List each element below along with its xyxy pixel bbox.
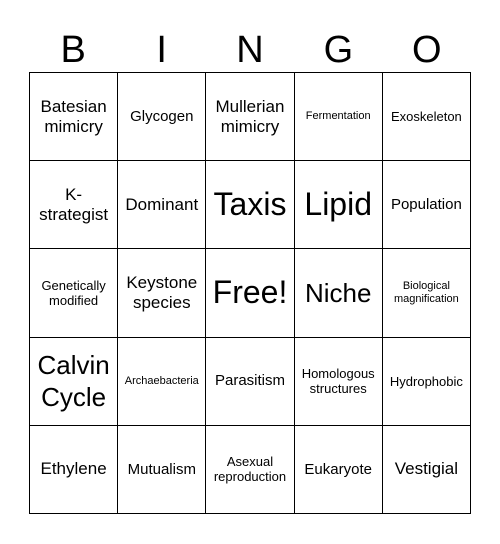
bingo-header <box>29 28 471 72</box>
header-letter-n: N <box>236 29 264 71</box>
bingo-cell[interactable]: Vestigial <box>383 426 471 514</box>
bingo-cell[interactable]: Keystone species <box>118 249 206 337</box>
bingo-cell[interactable]: Calvin Cycle <box>30 338 118 426</box>
bingo-cell[interactable]: Genetically modified <box>30 249 118 337</box>
header-letter-i: I <box>156 29 167 71</box>
bingo-cell[interactable]: Asexual reproduction <box>206 426 294 514</box>
bingo-cell[interactable]: Lipid <box>295 161 383 249</box>
bingo-cell[interactable]: Glycogen <box>118 73 206 161</box>
bingo-cell[interactable]: Batesian mimicry <box>30 73 118 161</box>
bingo-cell[interactable]: Ethylene <box>30 426 118 514</box>
bingo-cell[interactable]: Taxis <box>206 161 294 249</box>
bingo-cell[interactable]: K-strategist <box>30 161 118 249</box>
bingo-cell[interactable]: Dominant <box>118 161 206 249</box>
bingo-cell[interactable]: Mutualism <box>118 426 206 514</box>
bingo-cell[interactable]: Niche <box>295 249 383 337</box>
bingo-cell[interactable]: Parasitism <box>206 338 294 426</box>
bingo-cell[interactable]: Fermentation <box>295 73 383 161</box>
bingo-cell[interactable]: Eukaryote <box>295 426 383 514</box>
bingo-cell[interactable]: Archaebacteria <box>118 338 206 426</box>
bingo-cell[interactable]: Mullerian mimicry <box>206 73 294 161</box>
free-space-cell[interactable]: Free! <box>206 249 294 337</box>
header-letter-o: O <box>412 29 442 71</box>
bingo-board <box>29 72 471 514</box>
header-letter-b: B <box>60 29 86 71</box>
bingo-cell[interactable]: Biological magnification <box>383 249 471 337</box>
bingo-cell[interactable]: Exoskeleton <box>383 73 471 161</box>
bingo-cell[interactable]: Population <box>383 161 471 249</box>
header-letter-g: G <box>323 29 354 71</box>
bingo-cell[interactable]: Hydrophobic <box>383 338 471 426</box>
bingo-cell[interactable]: Homologous structures <box>295 338 383 426</box>
